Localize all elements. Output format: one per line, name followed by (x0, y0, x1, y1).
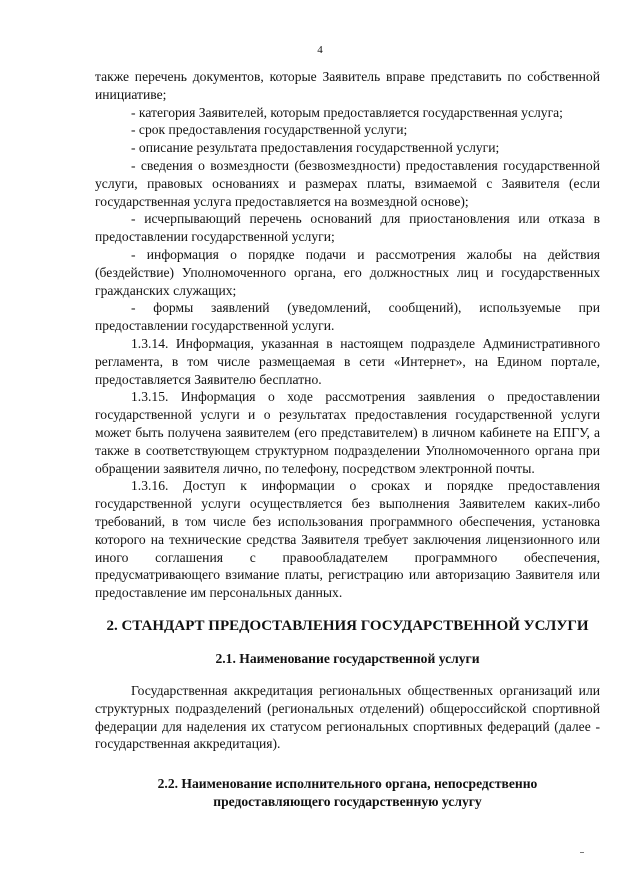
list-item: - информация о порядке подачи и рассмотрения жалобы на действия (бездействие) Уполномоченного органа, его должностных лиц и государственных гражданских служащих; (95, 246, 600, 298)
subsection-heading-2-2 (95, 775, 600, 811)
list-item: - срок предоставления государственной услуги; (131, 122, 408, 138)
document-body (95, 68, 600, 811)
page-number: 4 (317, 44, 323, 56)
subsection-heading-2-2-line2: предоставляющего государственную услугу (213, 794, 482, 810)
list-item: - категория Заявителей, которым предоставляется государственная услуга; (131, 104, 563, 120)
clause-1-3-15: 1.3.15. Информация о ходе рассмотрения заявления о предоставлении государственной услуги и о результатах предоставления государственной услуги может быть получена заявителем (его представителем) в личном кабинете на ЕПГУ, а также в соответствующем структурном подразделении Уполномоченного органа при обращении заявителя лично, по телефону, посредством электронной почты. (95, 389, 600, 476)
clause-1-3-16: 1.3.16. Доступ к информации о сроках и порядке предоставления государственной услуги осуществляется без выполнения Заявителем каких-либо требований, в том числе без использования программного обеспечения, установка которого на технические средства Заявителя требует заключения лицензионного или иного соглашения с правообладателем программного обеспечения, предусматривающего взимание платы, регистрацию или авторизацию Заявителя или предоставление им персональных данных. (95, 478, 600, 601)
list-item: - сведения о возмездности (безвозмездности) предоставления государственной услуги, правовых основаниях и размерах платы, взимаемой с Заявителя (если государственная услуга предоставляется на возмездной основе); (95, 157, 600, 209)
section-heading: 2. СТАНДАРТ ПРЕДОСТАВЛЕНИЯ ГОСУДАРСТВЕННОЙ УСЛУГИ (106, 617, 589, 634)
list-item: - описание результата предоставления государственной услуги; (131, 140, 500, 156)
subsection-2-1-text: Государственная аккредитация региональных общественных организаций или структурных подразделений (региональных отделений) общероссийской спортивной федерации для наделения их статусом региональных спортивных федераций (далее - государственная аккредитация). (95, 682, 600, 752)
subsection-heading-2-1: 2.1. Наименование государственной услуги (215, 650, 480, 666)
scan-mark (580, 852, 584, 853)
clause-1-3-14: 1.3.14. Информация, указанная в настоящем подразделе Административного регламента, в том числе размещаемая в сети «Интернет», на Едином портале, предоставляется Заявителю бесплатно. (95, 335, 600, 387)
paragraph: также перечень документов, которые Заявитель вправе представить по собственной инициативе; (95, 69, 600, 102)
list-item: - формы заявлений (уведомлений, сообщений), используемые при предоставлении государственной услуги. (95, 300, 600, 334)
subsection-heading-2-2-line1: 2.2. Наименование исполнительного органа, непосредственно (157, 776, 538, 792)
list-item: - исчерпывающий перечень оснований для приостановления или отказа в предоставлении государственной услуги; (95, 211, 600, 245)
